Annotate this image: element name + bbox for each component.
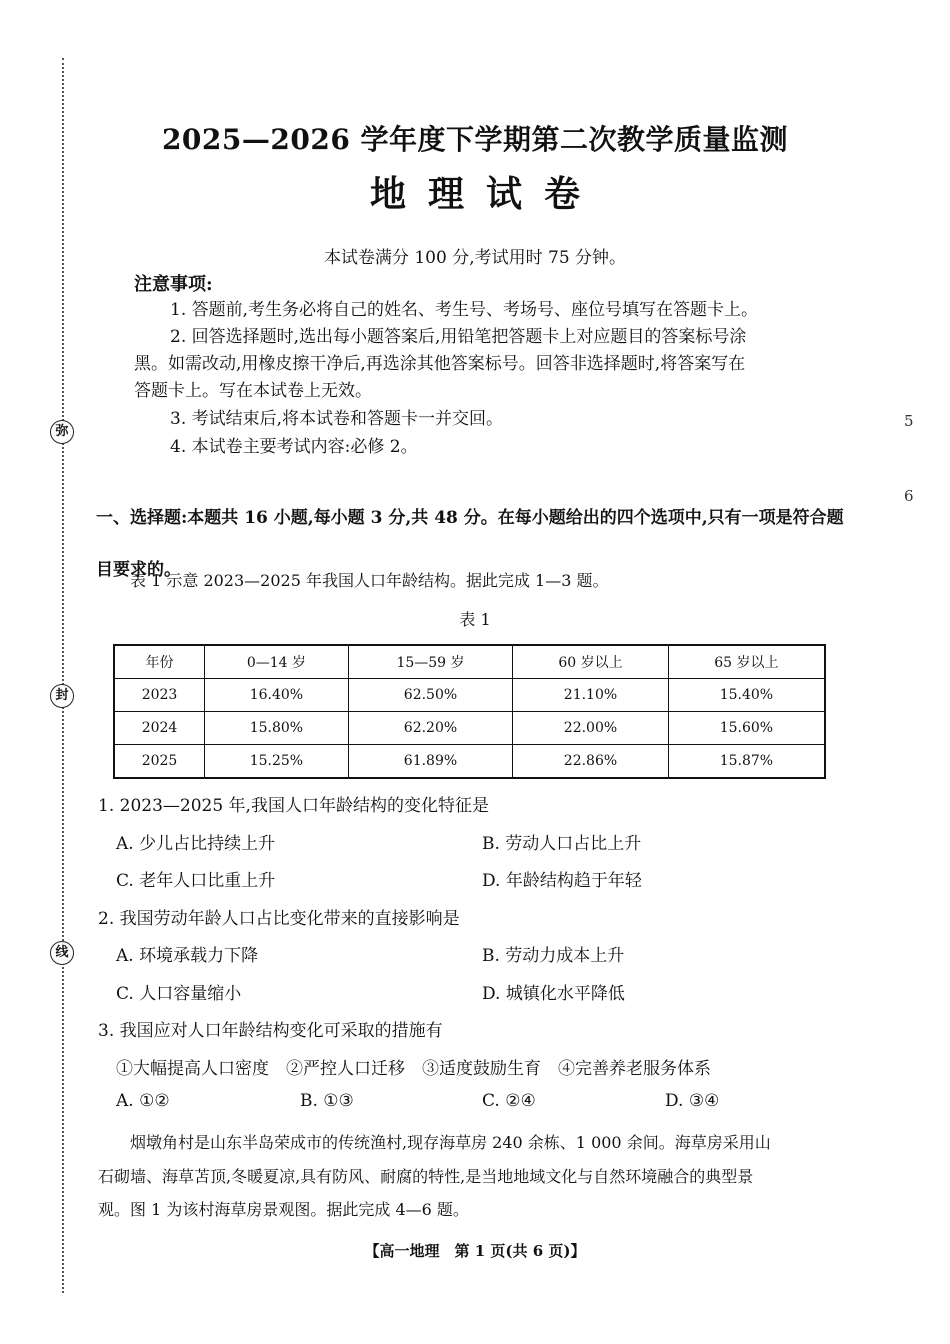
- question-3-option-d: D. ③④: [665, 1091, 720, 1111]
- question-1-stem: 1. 2023—2025 年,我国人口年龄结构的变化特征是: [98, 796, 489, 816]
- table-cell: 16.40%: [205, 679, 349, 712]
- table-row: [114, 679, 825, 712]
- notice-item-2-cont: 黑。如需改动,用橡皮擦干净后,再选涂其他答案标号。回答非选择题时,将答案写在: [134, 354, 746, 374]
- header-cell: 60 岁以上: [513, 645, 669, 679]
- question-2-option-a: A. 环境承载力下降: [116, 946, 259, 966]
- question-1-option-c: C. 老年人口比重上升: [116, 871, 276, 891]
- notice-item-1: 1. 答题前,考生务必将自己的姓名、考生号、考场号、座位号填写在答题卡上。: [170, 300, 759, 320]
- seal-mark-bottom: 线: [50, 941, 74, 965]
- table-intro: 表 1 示意 2023—2025 年我国人口年龄结构。据此完成 1—3 题。: [130, 571, 609, 590]
- section-1-title: 一、选择题:本题共 16 小题,每小题 3 分,共 48 分。在每小题给出的四个选项中,只有一项是符合题目要求的。: [96, 508, 844, 580]
- table-cell: 15.87%: [668, 745, 825, 779]
- question-2-option-c: C. 人口容量缩小: [116, 984, 242, 1004]
- exam-info: 本试卷满分 100 分,考试用时 75 分钟。: [323, 248, 627, 268]
- table-cell: 61.89%: [348, 745, 512, 779]
- question-3-stem: 3. 我国应对人口年龄结构变化可采取的措施有: [98, 1021, 443, 1041]
- passage-line-3: 观。图 1 为该村海草房景观图。据此完成 4—6 题。: [98, 1200, 469, 1219]
- table-cell: 15.25%: [205, 745, 349, 779]
- notice-item-2-end: 答题卡上。写在本试卷上无效。: [134, 381, 372, 401]
- table-cell: 62.50%: [348, 679, 512, 712]
- edge-mark-1: 5: [904, 412, 914, 430]
- table-cell: 22.86%: [513, 745, 669, 779]
- table-cell: 2023: [114, 679, 205, 712]
- question-1-option-d: D. 年龄结构趋于年轻: [482, 871, 642, 891]
- notice-item-3: 3. 考试结束后,将本试卷和答题卡一并交回。: [170, 409, 504, 429]
- header-cell: 65 岁以上: [668, 645, 825, 679]
- question-3-option-a: A. ①②: [116, 1091, 170, 1111]
- passage-line-1: 烟墩角村是山东半岛荣成市的传统渔村,现存海草房 240 余栋、1 000 余间。海草房采用山: [130, 1133, 771, 1152]
- edge-mark-2: 6: [904, 487, 914, 505]
- question-2-option-d: D. 城镇化水平降低: [482, 984, 625, 1004]
- question-1-option-b: B. 劳动人口占比上升: [482, 834, 642, 854]
- page-footer: 【高一地理 第 1 页(共 6 页)】: [364, 1242, 586, 1260]
- table-caption: 表 1: [459, 610, 491, 629]
- seal-mark-middle: 封: [50, 684, 74, 708]
- table-cell: 2025: [114, 745, 205, 779]
- question-3-measures: ①大幅提高人口密度 ②严控人口迁移 ③适度鼓励生育 ④完善养老服务体系: [116, 1059, 711, 1079]
- table-cell: 2024: [114, 712, 205, 745]
- exam-title: 2025—2026 学年度下学期第二次教学质量监测: [161, 123, 789, 156]
- question-3-option-c: C. ②④: [482, 1091, 536, 1111]
- table-row: [114, 745, 825, 779]
- header-cell: 年份: [114, 645, 205, 679]
- subject-title: 地理试卷: [369, 173, 602, 215]
- table-cell: 15.80%: [205, 712, 349, 745]
- passage-line-2: 石砌墙、海草苫顶,冬暖夏凉,具有防风、耐腐的特性,是当地地域文化与自然环境融合的典型景: [98, 1167, 754, 1186]
- header-cell: 0—14 岁: [205, 645, 349, 679]
- notice-heading: 注意事项:: [134, 274, 213, 295]
- header-cell: 15—59 岁: [348, 645, 512, 679]
- notice-item-2: 2. 回答选择题时,选出每小题答案后,用铅笔把答题卡上对应题目的答案标号涂: [170, 327, 747, 347]
- question-1-option-a: A. 少儿占比持续上升: [116, 834, 276, 854]
- notice-item-4: 4. 本试卷主要考试内容:必修 2。: [170, 437, 418, 457]
- question-2-option-b: B. 劳动力成本上升: [482, 946, 625, 966]
- question-2-stem: 2. 我国劳动年龄人口占比变化带来的直接影响是: [98, 909, 460, 929]
- table-cell: 15.40%: [668, 679, 825, 712]
- table-cell: 21.10%: [513, 679, 669, 712]
- table-cell: 15.60%: [668, 712, 825, 745]
- question-3-option-b: B. ①③: [300, 1091, 354, 1111]
- table-header-row: [114, 645, 825, 679]
- table-row: [114, 712, 825, 745]
- seal-mark-top: 弥: [50, 420, 74, 444]
- table-cell: 22.00%: [513, 712, 669, 745]
- table-cell: 62.20%: [348, 712, 512, 745]
- population-table: [113, 644, 826, 779]
